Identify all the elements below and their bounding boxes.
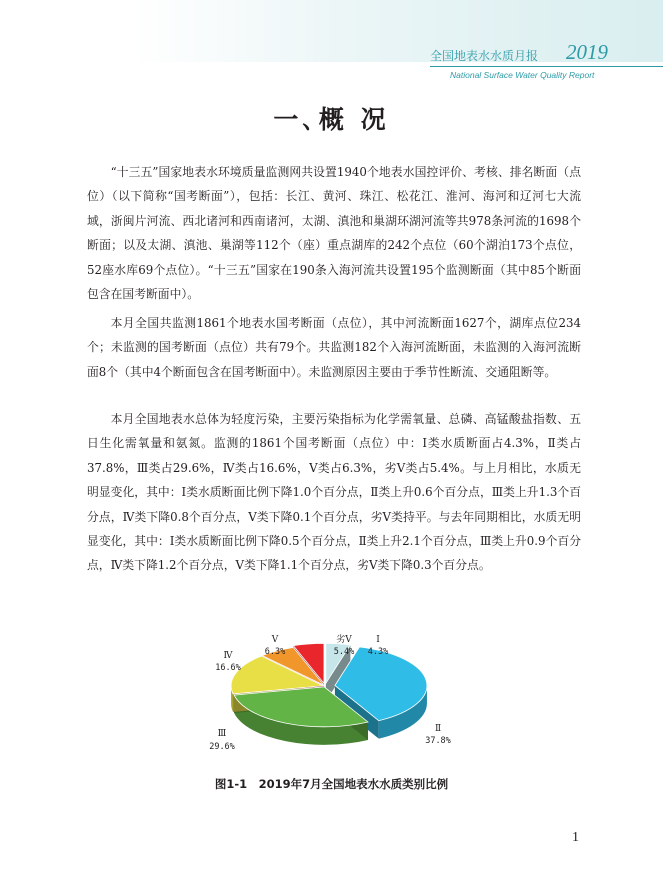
chart-caption: 图1-1 2019年7月全国地表水水质类别比例: [214, 777, 449, 791]
pie-label-class-6: 劣Ⅴ: [336, 635, 352, 645]
pie-label-value-1: 4.3%: [367, 647, 389, 657]
paragraph-network: “十三五”国家地表水环境质量监测网共设置1940个地表水国控评价、考核、排名断面（点位）（以下简称“国考断面”），包括：长江、黄河、珠江、松花江、淮河、海河和辽河七大流域，浙闽片河流、西北诸河和西南诸河，太湖、滇池和巢湖环湖河流等共978条河流的1698个断面；以及太湖、滇池、巢湖等112个（座）重点湖库的242个点位（60个湖泊173个点位，52座水库69个点位）。“十三五”国家在190条入海河流共设置195个监测断面（其中85个断面包含在国考断面中）。: [87, 165, 581, 302]
pie-label-value-5: 6.3%: [264, 647, 286, 657]
pie-label-value-3: 29.6%: [209, 742, 235, 752]
water-quality-pie-chart: [200, 628, 470, 768]
pie-label-class-4: Ⅳ: [223, 651, 233, 661]
header-band: [0, 0, 663, 62]
pie-label-class-5: Ⅴ: [271, 635, 279, 645]
header-year: 2019: [566, 40, 608, 64]
pie-label-class-3: Ⅲ: [217, 729, 227, 739]
paragraph-monitoring: 本月全国共监测1861个地表水国考断面（点位），其中河流断面1627个，湖库点位234个；未监测的国考断面（点位）共有79个。共监测182个入海河流断面，未监测的入海河流断面8个（其中4个断面包含在国考断面中）。未监测原因主要由于季节性断流、交通阻断等。: [87, 316, 581, 379]
page-number: 1: [572, 830, 579, 845]
pie-label-value-6: 5.4%: [333, 647, 355, 657]
pie-label-value-2: 37.8%: [425, 736, 451, 746]
pie-label-class-2: Ⅱ: [434, 724, 442, 734]
section-title: 一､概 况: [273, 105, 390, 134]
header-subtitle: National Surface Water Quality Report: [450, 70, 595, 80]
pie-label-class-1: Ⅰ: [376, 635, 380, 645]
header-title: 全国地表水水质月报: [430, 49, 539, 63]
header-divider: [430, 66, 663, 67]
pie-label-value-4: 16.6%: [215, 663, 241, 673]
paragraph-quality: 本月全国地表水总体为轻度污染，主要污染指标为化学需氧量、总磷、高锰酸盐指数、五日生化需氧量和氨氮。监测的1861个国考断面（点位）中：Ⅰ类水质断面占4.3%，Ⅱ类占37.8%，Ⅲ类占29.6%，Ⅳ类占16.6%，Ⅴ类占6.3%，劣Ⅴ类占5.4%。与上月相比，水质无明显变化，其中：Ⅰ类水质断面比例下降1.0个百分点，Ⅱ类上升0.6个百分点，Ⅲ类上升1.3个百分点，Ⅳ类下降0.8个百分点，Ⅴ类下降0.1个百分点，劣Ⅴ类持平。与去年同期相比，水质无明显变化，其中：Ⅰ类水质断面比例下降0.5个百分点，Ⅱ类上升2.1个百分点，Ⅲ类上升0.9个百分点，Ⅳ类下降1.2个百分点，Ⅴ类下降1.1个百分点，劣Ⅴ类下降0.3个百分点。: [87, 412, 581, 573]
